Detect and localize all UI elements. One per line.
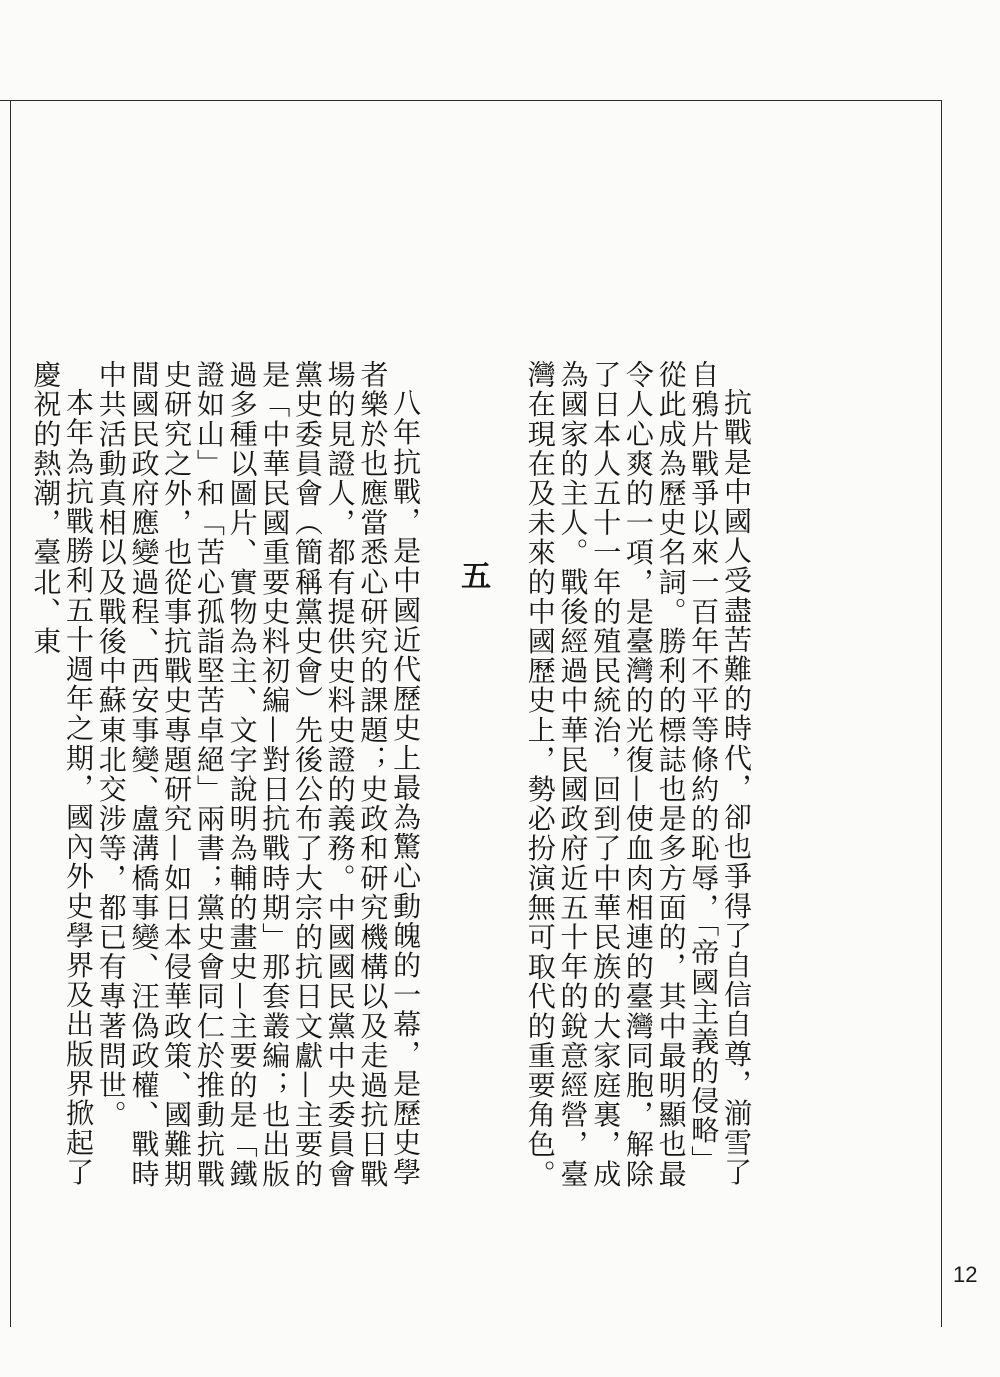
paragraph-anniversary: 本年為抗戰勝利五十週年之期，國內外史學界及出版界掀起了慶祝的熱潮，臺北、東 — [29, 360, 96, 1188]
vertical-text-body — [29, 360, 753, 1200]
frame-top-rule — [0, 100, 942, 101]
section-heading: 五 — [455, 560, 491, 592]
paragraph-war-research: 八年抗戰，是中國近代歷史上最為驚心動魄的一幕，是歷史學者樂於也應當悉心研究的課題；史政和研究機構以及走過抗日戰場的見證人，都有提供史料史證的義務。中國國民黨中央委員會黨史委員會（簡稱黨史會）先後公布了大宗的抗日文獻—主要的是「中華民國重要史料初編—對日抗戰時期」那套叢編；也出版過多種以圖片、實物為主、文字說明為輔的畫史—主要的是「鐵證如山」和「苦心孤詣堅苦卓絕」兩書；黨史會同仁於推動抗戰史研究之外，也從事抗戰史專題研究—如日本侵華政策、國難期間國民政府應變過程、西安事變、盧溝橋事變、汪偽政權、戰時中共活動真相以及戰後中蘇東北交涉等，都已有專著問世。 — [94, 360, 423, 1189]
frame-right-rule — [941, 100, 942, 1327]
frame-left-rule — [10, 100, 11, 1327]
page-number: 12 — [953, 1262, 978, 1287]
paragraph-victory-significance: 抗戰是中國人受盡苦難的時代，卻也爭得了自信自尊，湔雪了自鴉片戰爭以來一百年不平等條約的恥辱，「帝國主義的侵略」從此成為歷史名詞。勝利的標誌也是多方面的，其中最明顯也最令人心爽的一項，是臺灣的光復—使血肉相連的臺灣同胞，解除了日本人五十一年的殖民統治，回到了中華民族的大家庭裏，成為國家的主人。戰後經過中華民國政府近五十年的銳意經營，臺灣在現在及未來的中國歷史上，勢必扮演無可取代的重要角色。 — [523, 360, 753, 1189]
